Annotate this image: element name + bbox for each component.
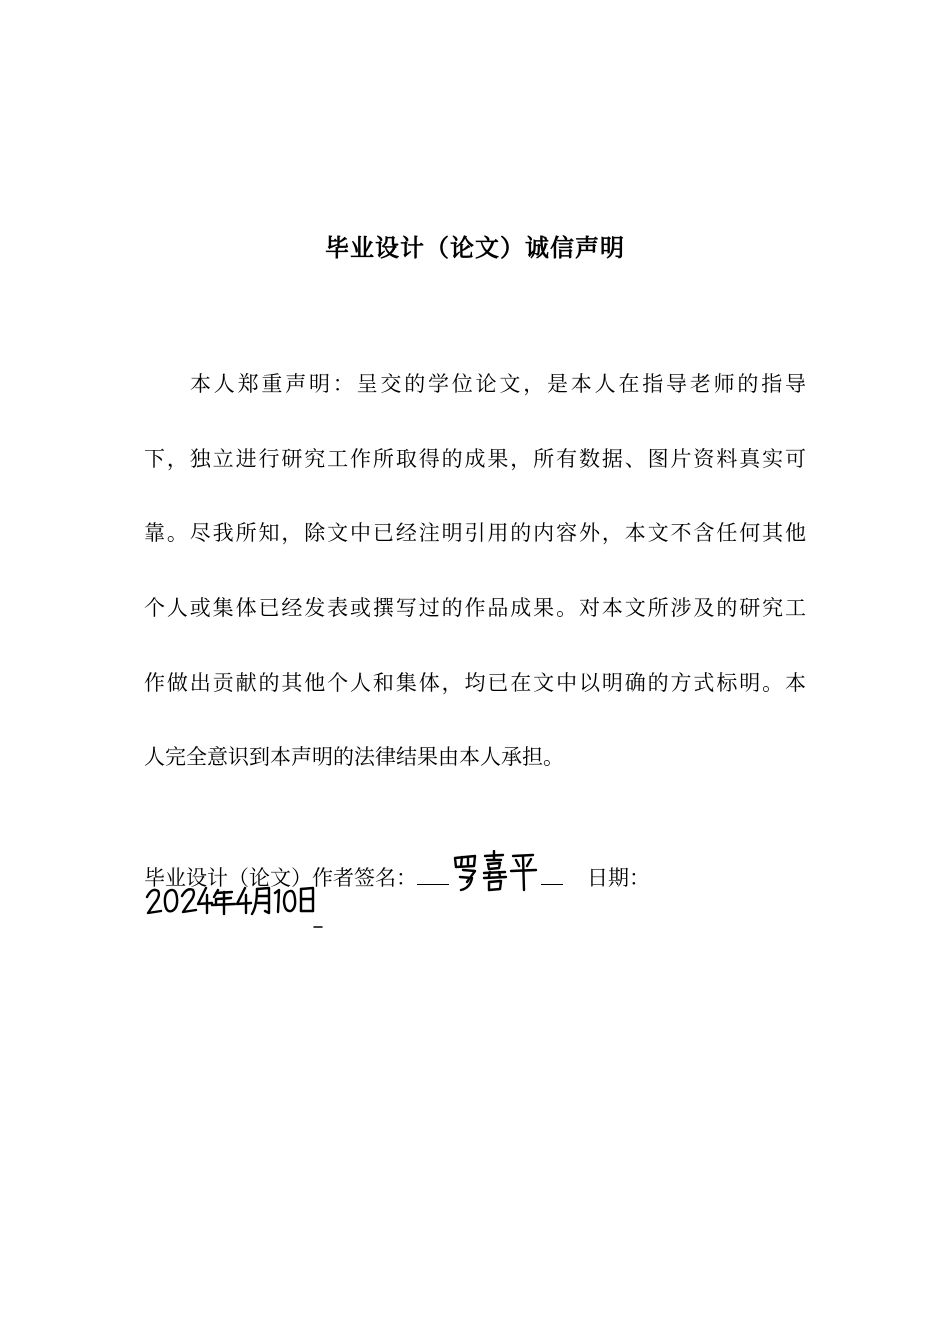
paragraph-line: 个人或集体已经发表或撰写过的作品成果。对本文所涉及的研究工 bbox=[144, 596, 806, 620]
date-label: 日期： bbox=[587, 866, 650, 890]
handwritten-signature bbox=[451, 850, 539, 894]
signature-drawing bbox=[451, 850, 539, 894]
handwritten-date-drawing bbox=[144, 880, 329, 932]
paragraph-line: 本人郑重声明：呈交的学位论文，是本人在指导老师的指导 bbox=[190, 372, 806, 396]
paragraph-line: 人完全意识到本声明的法律结果由本人承担。 bbox=[144, 745, 564, 769]
signature-blank-tail bbox=[541, 860, 563, 885]
signature-blank bbox=[417, 860, 449, 885]
handwritten-date bbox=[144, 880, 329, 932]
paragraph-line: 靠。尽我所知，除文中已经注明引用的内容外，本文不含任何其他 bbox=[144, 521, 806, 545]
paragraph-line: 作做出贡献的其他个人和集体，均已在文中以明确的方式标明。本 bbox=[144, 671, 806, 695]
paragraph-line: 下，独立进行研究工作所取得的成果，所有数据、图片资料真实可 bbox=[144, 447, 806, 471]
signature-label: 毕业设计（论文）作者签名： bbox=[144, 866, 417, 890]
page-title: 毕业设计（论文）诚信声明 bbox=[325, 234, 625, 262]
